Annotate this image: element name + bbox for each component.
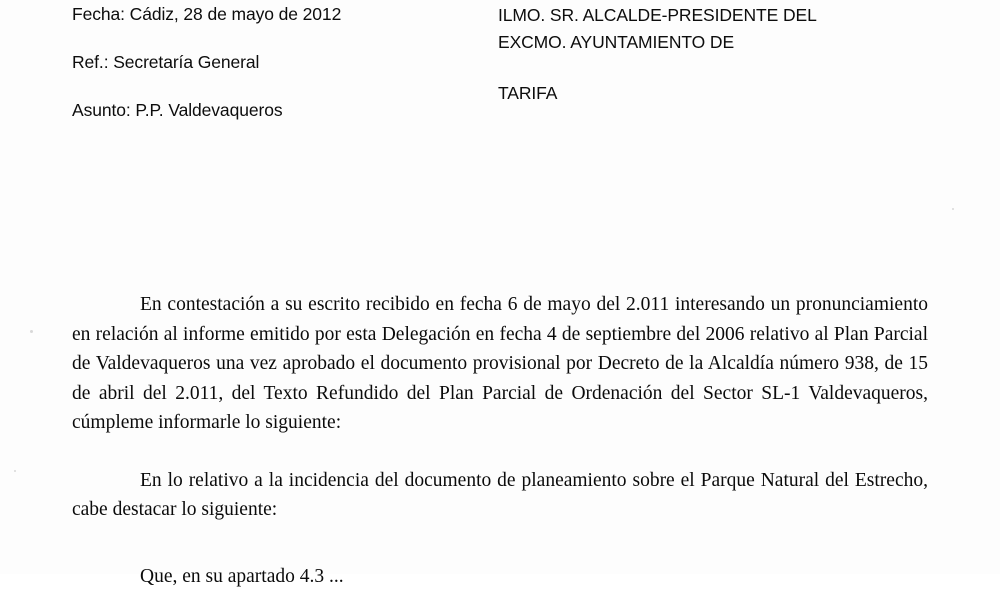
letter-recipient [498, 2, 938, 107]
scan-speck [14, 470, 16, 472]
meta-reference: Ref.: Secretaría General [72, 52, 260, 72]
meta-subject: Asunto: P.P. Valdevaqueros [72, 100, 283, 120]
recipient-line-2: EXCMO. AYUNTAMIENTO DE [498, 32, 735, 52]
scan-speck [952, 208, 954, 210]
scan-speck [30, 330, 33, 333]
meta-date: Fecha: Cádiz, 28 de mayo de 2012 [72, 4, 342, 24]
recipient-city: TARIFA [498, 83, 558, 103]
body-paragraph-2: En lo relativo a la incidencia del documento de planeamiento sobre el Parque Natural del Estrecho, cabe destacar lo siguiente: [72, 469, 928, 520]
letter-meta-fields [72, 4, 472, 121]
recipient-spacer [498, 56, 938, 80]
recipient-line-1: ILMO. SR. ALCALDE-PRESIDENTE DEL [498, 5, 817, 25]
body-paragraph-1: En contestación a su escrito recibido en fecha 6 de mayo del 2.011 interesando un pronunciamiento en relación al informe emitido por esta Delegación en fecha 4 de septiembre del 2006 relativo al Plan Parcial de Valdevaqueros una vez aprobado el documento provisional por Decreto de la Alcaldía número 938, de 15 de abril del 2.011, del Texto Refundido del Plan Parcial de Ordenación del Sector SL-1 Valdevaqueros, cúmpleme informarle lo siguiente: [72, 294, 928, 433]
letter-body [72, 290, 928, 525]
body-paragraph-3-clipped: Que, en su apartado 4.3 ... [140, 566, 344, 587]
letter-header [0, 0, 1000, 160]
